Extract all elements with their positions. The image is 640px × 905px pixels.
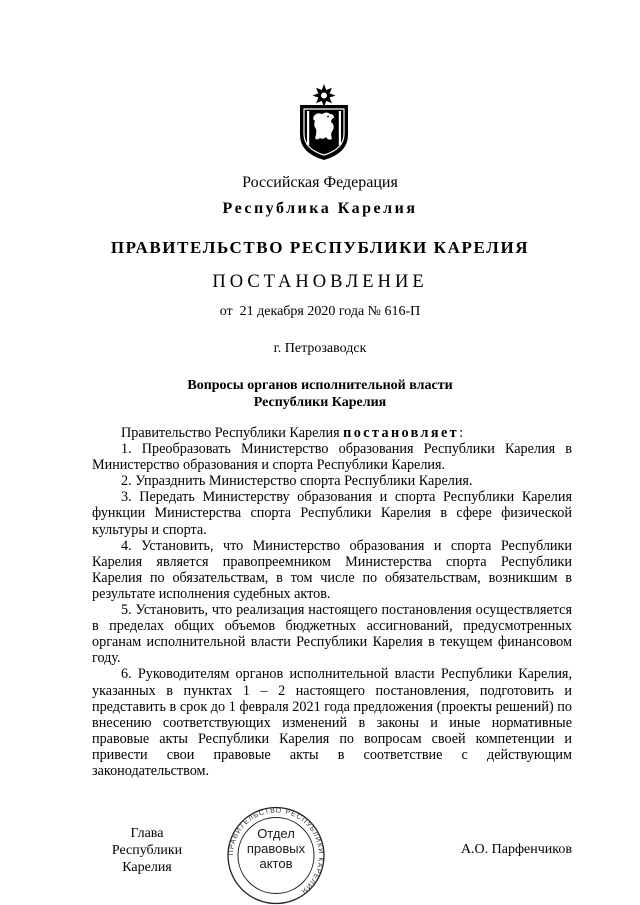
federation-title: Российская Федерация — [242, 174, 398, 191]
signatory-title-line: Глава — [130, 826, 164, 841]
stamp-line: правовых — [246, 841, 306, 856]
document-heading — [0, 377, 640, 411]
preamble — [92, 425, 572, 441]
preamble-colon: : — [459, 425, 464, 441]
document-body — [92, 425, 572, 779]
signatory-name: А.О. Парфенчиков — [460, 842, 572, 857]
republic-title: Республика Карелия — [222, 200, 418, 217]
signatory-title — [92, 825, 202, 876]
stamp-line: Отдел — [257, 826, 295, 841]
preamble-keyword: постановляет — [343, 425, 460, 441]
decree-item: 3. Передать Министерству образования и спорта Республики Карелия функции Министерства спорта Республики Карелия в сфере физической культуры и спорта. — [92, 489, 572, 538]
signatory-title-line: Республики Карелия — [111, 843, 183, 875]
karelia-coat-of-arms-icon — [295, 83, 353, 161]
stamp-label — [237, 826, 315, 871]
decree-type: ПОСТАНОВЛЕНИЕ — [212, 272, 428, 292]
stamp-line: актов — [259, 856, 293, 871]
decree-item: 4. Установить, что Министерство образования и спорта Республики Карелия является правопреемником Министерства спорта Республики Карелия по обязательствам, в том числе по обязательствам, возникшим в результате исполнения судебных актов. — [92, 537, 572, 602]
decree-item: 2. Упразднить Министерство спорта Республики Карелия. — [121, 473, 473, 490]
decree-item: 1. Преобразовать Министерство образования Республики Карелия в Министерство образования и спорта Республики Карелия. — [92, 441, 572, 474]
decree-place: г. Петрозаводск — [273, 341, 367, 356]
decree-item: 6. Руководителям органов исполнительной власти Республики Карелия, указанных в пунктах 1 – 2 настоящего постановления, подготовить и представить в срок до 1 февраля 2021 года предложения (проекты решений) по внесению соответствующих изменений в законы и иные нормативные правовые акты Республики Карелия по вопросам своей компетенции и привести свои правовые акты в соответствие с действующим законодательством. — [92, 666, 572, 779]
heading-line: Республики Карелия — [253, 395, 387, 410]
decree-item: 5. Установить, что реализация настоящего постановления осуществляется в пределах общих объемов бюджетных ассигнований, предусмотренных органам исполнительной власти Республики Карелия в текущем финансовом году. — [92, 602, 572, 667]
preamble-text: Правительство Республики Карелия — [121, 425, 344, 441]
stamp-ring-text: ПРАВИТЕЛЬСТВО РЕСПУБЛИКИ КАРЕЛИЯ — [227, 807, 325, 895]
heading-line: Вопросы органов исполнительной власти — [187, 378, 453, 393]
decree-date-number: от 21 декабря 2020 года № 616-П — [219, 304, 421, 319]
government-title: ПРАВИТЕЛЬСТВО РЕСПУБЛИКИ КАРЕЛИЯ — [110, 238, 530, 257]
